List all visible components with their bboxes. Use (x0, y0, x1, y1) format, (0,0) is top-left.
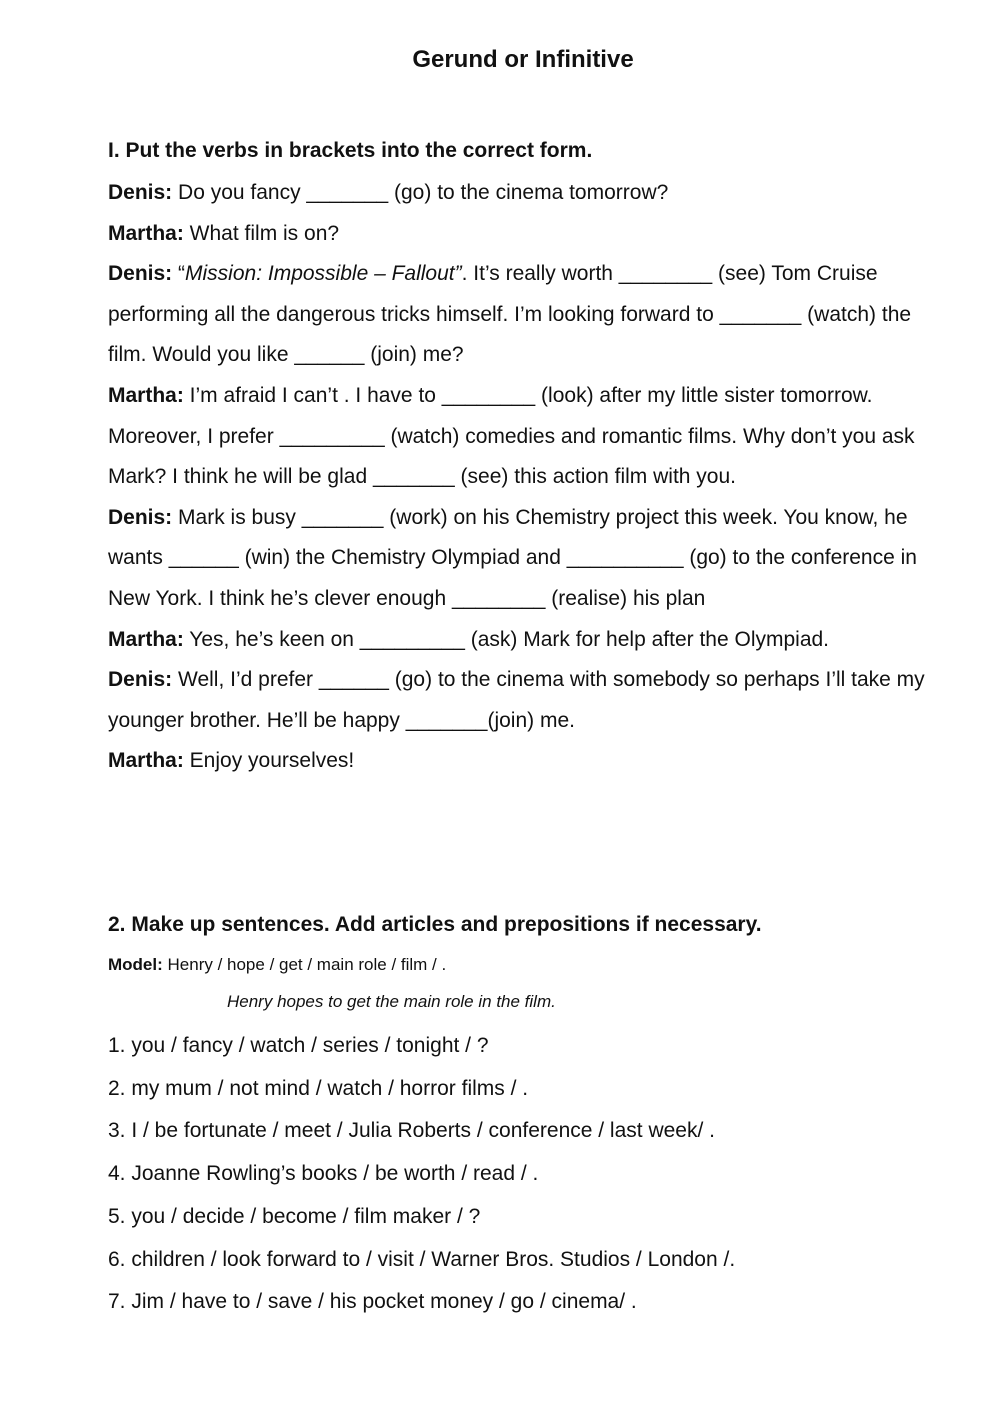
dialogue-line (108, 660, 938, 741)
dialogue-text: “ (172, 262, 186, 286)
dialogue-text: I’m afraid I can’t . I have to ________ (look) after my little sister tomorrow. Moreover, I prefer _________ (watch) comedies and romantic films. Why don’t you ask Mark? I think he will be glad _______ (see) this action film with you. (108, 383, 915, 489)
speaker-label: Denis: (108, 505, 173, 529)
dialogue-text: Yes, he’s keen on _________ (ask) Mark for help after the Olympiad. (183, 627, 830, 651)
speaker-label: Martha: (108, 221, 184, 245)
speaker-label: Martha: (108, 749, 184, 773)
page-title: Gerund or Infinitive (412, 46, 634, 73)
model-prompt: Henry / hope / get / main role / film / . (162, 955, 447, 974)
dialogue-text: What film is on? (183, 221, 340, 245)
task-list (108, 1025, 735, 1324)
dialogue-line (108, 741, 938, 782)
dialogue-text: Enjoy yourselves! (183, 749, 355, 773)
list-item: 1. you / fancy / watch / series / tonight / ? (108, 1034, 489, 1057)
model-answer: Henry hopes to get the main role in the film. (227, 992, 556, 1011)
speaker-label: Denis: (108, 181, 173, 204)
dialogue-text: Mark is busy _______ (work) on his Chemistry project this week. You know, he wants ______ (win) the Chemistry Olympiad and __________ (go) to the conference in New York. I think he’s clever enough ________ (realise) his plan (108, 505, 917, 610)
list-item: 5. you / decide / become / film maker / ? (108, 1204, 481, 1228)
list-item: 3. I / be fortunate / meet / Julia Roberts / conference / last week/ . (108, 1119, 715, 1143)
section-2-heading: 2. Make up sentences. Add articles and prepositions if necessary. (108, 913, 762, 936)
list-item: 6. children / look forward to / visit / Warner Bros. Studios / London /. (108, 1247, 736, 1271)
list-item: 2. my mum / not mind / watch / horror films / . (108, 1076, 529, 1100)
speaker-label: Denis: (108, 668, 173, 692)
model-label: Model: (108, 955, 163, 974)
speaker-label: Martha: (108, 627, 184, 651)
list-item: 4. Joanne Rowling’s books / be worth / read / . (108, 1162, 539, 1186)
speaker-label: Martha: (108, 383, 184, 407)
model-example (108, 955, 446, 975)
dialogue-line (108, 173, 938, 214)
section-1-heading: I. Put the verbs in brackets into the correct form. (108, 139, 593, 162)
dialogue-text: Do you fancy _______ (go) to the cinema tomorrow? (172, 181, 669, 204)
dialogue-line (108, 376, 938, 498)
dialogue-line (108, 214, 938, 255)
film-title: Mission: Impossible – Fallout” (185, 262, 462, 286)
dialogue-text: . It’s really worth ________ (see) Tom Cruise performing all the dangerous tricks himself. I’m looking forward to _______ (watch) the film. Would you like ______ (join) me? (108, 262, 912, 367)
dialogue-text: Well, I’d prefer ______ (go) to the cinema with somebody so perhaps I’ll take my younger brother. He’ll be happy _______(join) me. (108, 668, 925, 732)
speaker-label: Denis: (108, 262, 173, 286)
dialogue-line (108, 498, 938, 620)
dialogue (108, 173, 938, 782)
dialogue-line (108, 620, 938, 661)
list-item: 7. Jim / have to / save / his pocket money / go / cinema/ . (108, 1290, 637, 1314)
dialogue-line (108, 254, 938, 376)
